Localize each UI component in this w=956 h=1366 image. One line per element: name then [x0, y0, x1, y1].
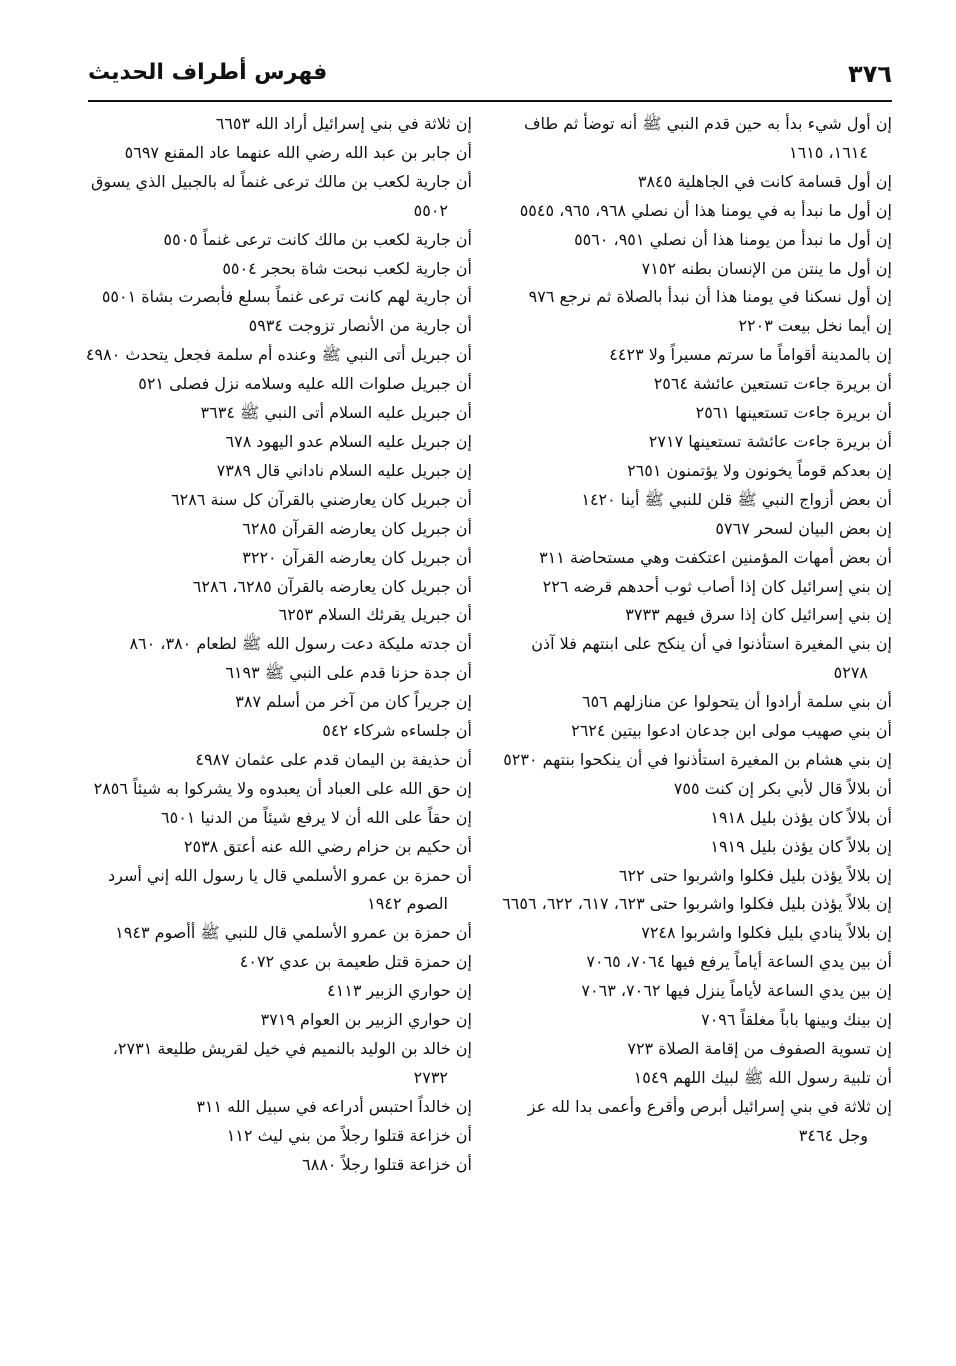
- index-entry: إن حق الله على العباد أن يعبدوه ولا يشركوا به شيئاً ٢٨٥٦: [93, 778, 472, 798]
- index-entry: أن بين يدي الساعة أياماً يرفع فيها ٧٠٦٤، ٧٠٦٥: [586, 952, 892, 972]
- index-column-left: [78, 110, 472, 1180]
- index-entry: إن حمزة قتل طعيمة بن عدي ٤٠٧٢: [239, 952, 472, 972]
- index-entry: إن بني إسرائيل كان إذا أصاب ثوب أحدهم قرضه ٢٢٦: [542, 576, 892, 596]
- index-entry: إن أول ما ينتن من الإنسان بطنه ٧١٥٢: [641, 258, 892, 278]
- index-entry: أن جارية لهم كانت ترعى غنماً بسلع فأبصرت بشاة ٥٥٠١: [101, 287, 472, 307]
- index-entry: إن بلالاً يؤذن بليل فكلوا واشربوا حتى ٦٢٣، ٦١٧، ٦٢٢، ٦٦٥٦: [502, 894, 892, 914]
- index-entry: أن جارية من الأنصار تزوجت ٥٩٣٤: [248, 316, 472, 336]
- index-entry: أن جارية لكعب نبحت شاة بحجر ٥٥٠٤: [222, 258, 472, 278]
- index-entry: أن جدة حزنا قدم على النبي ﷺ ٦١٩٣: [225, 663, 472, 683]
- index-entry: إن بلالاً ينادي بليل فكلوا واشربوا ٧٢٤٨: [641, 923, 892, 943]
- index-entry: إن أول شيء بدأ به حين قدم النبي ﷺ أنه توضأ ثم طاف ١٦١٤، ١٦١٥: [523, 114, 892, 162]
- running-title: فهرس أطراف الحديث: [88, 60, 328, 85]
- index-entry: أن بلالاً قال لأبي بكر إن كنت ٧٥٥: [673, 778, 892, 798]
- index-entry: إن أول ما نبدأ من يومنا هذا أن نصلي ٩٥١، ٥٥٦٠: [574, 229, 892, 249]
- index-entry: إن خالداً احتبس أدراعه في سبيل الله ٣١١: [196, 1096, 472, 1116]
- index-entry: إن بالمدينة أقواماً ما سرتم مسيراً ولا ٤٤٢٣: [609, 345, 892, 365]
- header-rule: [88, 100, 892, 102]
- index-entry: أن جارية لكعب بن مالك كانت ترعى غنماً ٥٥٠٥: [163, 229, 472, 249]
- index-entry: أن جبريل كان يعارضني بالقرآن كل سنة ٦٢٨٦: [171, 489, 472, 509]
- index-entry: إن بني المغيرة استأذنوا في أن ينكح على ابنتهم فلا آذن ٥٢٧٨: [531, 634, 892, 683]
- index-entry: إن ثلاثة في بني إسرائيل أبرص وأقرع وأعمى بدا لله عز وجل ٣٤٦٤: [527, 1096, 892, 1145]
- index-entry: إن حواري الزبير ٤١١٣: [327, 981, 472, 1001]
- index-entry: إن جبريل عليه السلام عدو اليهود ٦٧٨: [225, 431, 472, 451]
- index-entry: إن بلالاً كان يؤذن بليل ١٩١٩: [710, 836, 892, 856]
- index-entry: إن أول نسكنا في يومنا هذا أن نبدأ بالصلاة ثم نرجع ٩٧٦: [528, 287, 892, 307]
- index-entry: أن تلبية رسول الله ﷺ لبيك اللهم ١٥٤٩: [633, 1067, 892, 1087]
- index-entry: أن بريرة جاءت عائشة تستعينها ٢٧١٧: [648, 431, 892, 451]
- index-entry: أن جدته مليكة دعت رسول الله ﷺ لطعام ٣٨٠، ٨٦٠: [129, 634, 472, 654]
- index-entry: إن جبريل عليه السلام ناداني قال ٧٣٨٩: [216, 460, 472, 480]
- index-entry: أن جبريل كان يعارضه القرآن ٣٢٢٠: [242, 547, 472, 567]
- index-entry: إن بينك وبينها باباً مغلقاً ٧٠٩٦: [701, 1010, 892, 1030]
- index-entry: أن جارية لكعب بن مالك ترعى غنماً له بالجبيل الذي يسوق ٥٥٠٢: [90, 171, 472, 220]
- index-entry: أن جبريل صلوات الله عليه وسلامه نزل فصلى ٥٢١: [138, 374, 472, 394]
- index-entry: إن أول قسامة كانت في الجاهلية ٣٨٤٥: [637, 171, 892, 191]
- index-entry: أن جبريل كان يعارضه القرآن ٦٢٨٥: [242, 518, 472, 538]
- index-entry: إن بين يدي الساعة لأياماً ينزل فيها ٧٠٦٢، ٧٠٦٣: [581, 981, 892, 1001]
- index-entry: إن حقاً على الله أن لا يرفع شيئاً من الدنيا ٦٥٠١: [161, 807, 472, 827]
- index-entry: أن جبريل أتى النبي ﷺ وعنده أم سلمة فجعل يتحدث ٤٩٨٠: [85, 345, 472, 365]
- index-entry: أن جبريل يقرئك السلام ٦٢٥٣: [278, 605, 472, 625]
- index-entry: أن حكيم بن حزام رضي الله عنه أعتق ٢٥٣٨: [183, 836, 472, 856]
- index-entry: إن تسوية الصفوف من إقامة الصلاة ٧٢٣: [627, 1039, 892, 1058]
- index-entry: إن بني إسرائيل كان إذا سرق فيهم ٣٧٣٣: [625, 605, 892, 625]
- index-entry: أن جلساءه شركاء ٥٤٢: [322, 721, 472, 741]
- index-entry: أن حذيفة بن اليمان قدم على عثمان ٤٩٨٧: [195, 749, 472, 769]
- index-entry: أن خزاعة قتلوا رجلاً من بني ليث ١١٢: [226, 1125, 472, 1145]
- index-entry: أن حمزة بن عمرو الأسلمي قال للنبي ﷺ أأصوم ١٩٤٣: [115, 923, 472, 943]
- index-entry: إن ثلاثة في بني إسرائيل أراد الله ٦٦٥٣: [215, 114, 472, 133]
- page-number: ٣٧٦: [848, 60, 892, 88]
- index-entry: إن جريراً كان من آخر من أسلم ٣٨٧: [235, 692, 472, 712]
- index-entry: أن بني صهيب مولى ابن جدعان ادعوا بيتين ٢٦٢٤: [571, 721, 892, 741]
- index-entry: إن بلالاً يؤذن بليل فكلوا واشربوا حتى ٦٢٢: [618, 865, 892, 885]
- index-entry: أن بني سلمة أرادوا أن يتحولوا عن منازلهم ٦٥٦: [581, 692, 892, 712]
- index-entry: إن أيما نخل بيعت ٢٢٠٣: [738, 316, 892, 336]
- page-header: [88, 56, 892, 96]
- index-entry: إن بني هشام بن المغيرة استأذنوا في أن ينكحوا بنتهم ٥٢٣٠: [503, 749, 892, 769]
- index-column-right: [494, 110, 892, 1151]
- index-entry: أن حمزة بن عمرو الأسلمي قال يا رسول الله إني أسرد الصوم ١٩٤٢: [108, 865, 472, 914]
- index-entry: أن بلالاً كان يؤذن بليل ١٩١٨: [710, 807, 892, 827]
- index-entry: أن جبريل عليه السلام أتى النبي ﷺ ٣٦٣٤: [200, 403, 472, 423]
- index-entry: أن بعض أزواج النبي ﷺ قلن للنبي ﷺ أينا ١٤٢٠: [581, 489, 892, 509]
- index-entry: أن بعض أمهات المؤمنين اعتكفت وهي مستحاضة ٣١١: [539, 547, 892, 567]
- index-entry: أن بريرة جاءت تستعينها ٢٥٦١: [695, 403, 892, 423]
- index-entry: أن جابر بن عبد الله رضي الله عنهما عاد المقنع ٥٦٩٧: [124, 142, 472, 162]
- index-entry: إن بعدكم قوماً يخونون ولا يؤتمنون ٢٦٥١: [627, 460, 892, 480]
- index-entry: أن جبريل كان يعارضه بالقرآن ٦٢٨٥، ٦٢٨٦: [192, 576, 472, 596]
- index-entry: إن بعض البيان لسحر ٥٧٦٧: [715, 518, 892, 538]
- index-entry: أن بريرة جاءت تستعين عائشة ٢٥٦٤: [653, 374, 892, 394]
- index-entry: أن خزاعة قتلوا رجلاً ٦٨٨٠: [302, 1154, 472, 1174]
- index-entry: إن أول ما نبدأ به في يومنا هذا أن نصلي ٩٦٨، ٩٦٥، ٥٥٤٥: [519, 200, 892, 220]
- index-entry: إن خالد بن الوليد بالنميم في خيل لقريش طليعة ٢٧٣١، ٢٧٣٢: [112, 1039, 472, 1087]
- index-entry: إن حواري الزبير بن العوام ٣٧١٩: [260, 1010, 472, 1030]
